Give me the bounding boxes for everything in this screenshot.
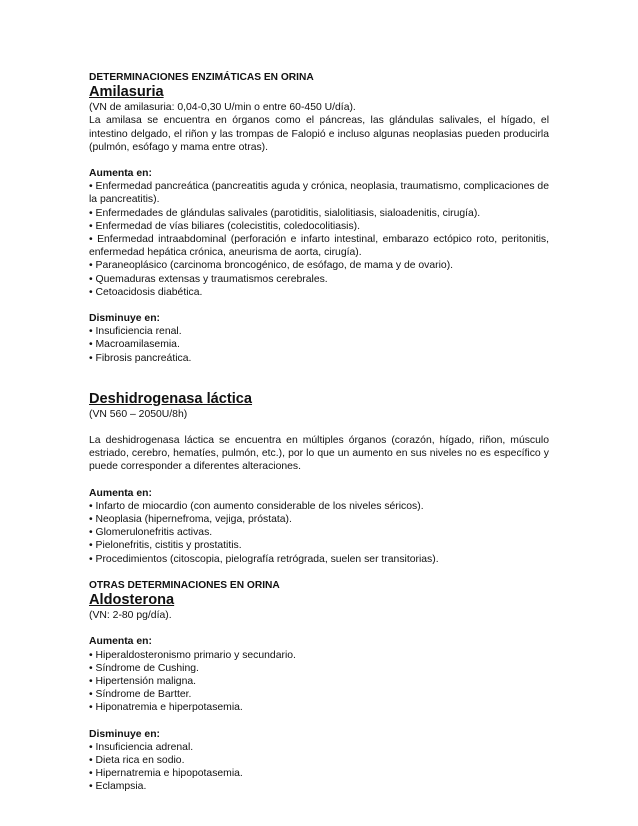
- section-heading: DETERMINACIONES ENZIMÁTICAS EN ORINA: [89, 72, 314, 83]
- list-item: • Insuficiencia adrenal.: [89, 741, 194, 753]
- list-item: • Eclampsia.: [89, 781, 147, 793]
- document-page: [89, 71, 549, 794]
- list-item: • Quemaduras extensas y traumatismos cerebrales.: [89, 273, 328, 285]
- increase-label: Aumenta en:: [89, 636, 152, 648]
- increase-list: [89, 649, 549, 715]
- list-item: • Dieta rica en sodio.: [89, 754, 185, 766]
- increase-list: [89, 500, 549, 566]
- list-item: • Hipernatremia e hipopotasemia.: [89, 768, 243, 780]
- list-item: • Pielonefritis, cistitis y prostatitis.: [89, 540, 242, 552]
- list-item: • Hipertensión maligna.: [89, 675, 197, 687]
- list-item: • Síndrome de Cushing.: [89, 662, 199, 674]
- increase-list: [89, 180, 549, 299]
- list-item: • Insuficiencia renal.: [89, 326, 182, 338]
- list-item: • Hiponatremia e hiperpotasemia.: [89, 702, 243, 714]
- reference-value: (VN 560 – 2050U/8h): [89, 408, 188, 420]
- decrease-list: [89, 741, 549, 794]
- description-paragraph: La amilasa se encuentra en órganos como el páncreas, las glándulas salivales, el hígado, el intestino delgado, el riñon y las trompas de Falopió e incluso algunas neoplasias pueden producirla (pulmón, esófago y mama entre otras).: [89, 115, 549, 153]
- decrease-label: Disminuye en:: [89, 313, 161, 325]
- list-item: • Infarto de miocardio (con aumento considerable de los niveles séricos).: [89, 500, 424, 512]
- list-item: • Macroamilasemia.: [89, 339, 180, 351]
- list-item: • Enfermedad de vías biliares (colecistitis, coledocolitiasis).: [89, 220, 361, 232]
- increase-label: Aumenta en:: [89, 168, 152, 180]
- section-title: Amilasuria: [89, 84, 164, 101]
- reference-value: (VN de amilasuria: 0,04-0,30 U/min o entre 60-450 U/día).: [89, 102, 356, 114]
- section-heading: OTRAS DETERMINACIONES EN ORINA: [89, 579, 280, 591]
- list-item: • Fibrosis pancreática.: [89, 352, 192, 364]
- list-item: • Enfermedad pancreática (pancreatitis aguda y crónica, neoplasia, traumatismo, complicaciones de la pancreatitis).: [89, 181, 549, 206]
- section-title: Aldosterona: [89, 592, 175, 609]
- description-paragraph: La deshidrogenasa láctica se encuentra en múltiples órganos (corazón, hígado, riñon, músculo estriado, cerebro, hematíes, pulmón, etc.), por lo que un aumento en sus niveles no es específico y puede corresponder a diferentes alteraciones.: [89, 435, 549, 473]
- list-item: • Glomerulonefritis activas.: [89, 527, 213, 539]
- reference-value: (VN: 2-80 pg/día).: [89, 610, 172, 622]
- list-item: • Procedimientos (citoscopia, pielografía retrógrada, suelen ser transitorias).: [89, 553, 439, 565]
- section-title: Deshidrogenasa láctica: [89, 390, 253, 407]
- list-item: • Síndrome de Bartter.: [89, 689, 192, 701]
- list-item: • Cetoacidosis diabética.: [89, 286, 203, 298]
- list-item: • Enfermedad intraabdominal (perforación e infarto intestinal, embarazo ectópico roto, peritonitis, enfermedad hepática crónica, aneurisma de aorta, cirugía).: [89, 234, 549, 259]
- list-item: • Enfermedades de glándulas salivales (parotiditis, sialolitiasis, sialoadenitis, cirugía).: [89, 207, 481, 219]
- increase-label: Aumenta en:: [89, 487, 152, 499]
- decrease-label: Disminuye en:: [89, 728, 161, 740]
- list-item: • Hiperaldosteronismo primario y secundario.: [89, 649, 296, 661]
- list-item: • Paraneoplásico (carcinoma broncogénico, de esófago, de mama y de ovario).: [89, 260, 454, 272]
- decrease-list: [89, 325, 549, 365]
- list-item: • Neoplasia (hipernefroma, vejiga, próstata).: [89, 514, 292, 526]
